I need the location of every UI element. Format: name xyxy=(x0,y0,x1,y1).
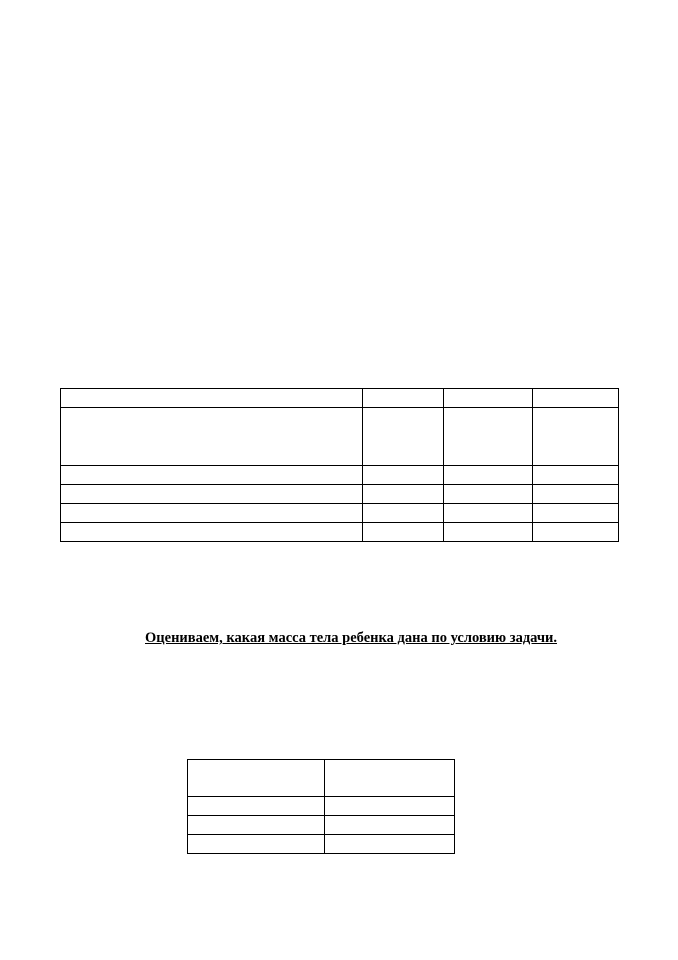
table-cell xyxy=(61,466,363,485)
table-cell xyxy=(533,466,619,485)
table-cell xyxy=(61,504,363,523)
table-cell xyxy=(61,485,363,504)
table-cell xyxy=(363,485,444,504)
data-table-2 xyxy=(187,759,455,854)
table-cell xyxy=(533,408,619,466)
table-row xyxy=(188,797,455,816)
table-row xyxy=(61,523,619,542)
table-row xyxy=(61,485,619,504)
table-cell xyxy=(363,408,444,466)
table-cell xyxy=(363,523,444,542)
table-cell xyxy=(363,389,444,408)
table-cell xyxy=(61,408,363,466)
section-heading: Оцениваем, какая масса тела ребенка дана по условию задачи. xyxy=(145,630,557,646)
table-cell xyxy=(188,835,325,854)
table-cell xyxy=(188,760,325,797)
table-row xyxy=(61,504,619,523)
table-cell xyxy=(61,523,363,542)
table-cell xyxy=(533,389,619,408)
table-cell xyxy=(363,504,444,523)
table-cell xyxy=(533,485,619,504)
table-cell xyxy=(444,408,533,466)
table-cell xyxy=(444,504,533,523)
table-row xyxy=(188,816,455,835)
table-cell xyxy=(444,523,533,542)
table-cell xyxy=(533,504,619,523)
table-cell xyxy=(363,466,444,485)
table-cell xyxy=(325,816,455,835)
table-row xyxy=(61,466,619,485)
table-cell xyxy=(444,466,533,485)
table-cell xyxy=(444,485,533,504)
table-cell xyxy=(61,389,363,408)
table-cell xyxy=(325,760,455,797)
table-cell xyxy=(533,523,619,542)
table-cell xyxy=(188,816,325,835)
table-row xyxy=(61,408,619,466)
table-row xyxy=(188,835,455,854)
data-table-1 xyxy=(60,388,619,542)
table-cell xyxy=(188,797,325,816)
table-cell xyxy=(325,835,455,854)
table-cell xyxy=(444,389,533,408)
table-row xyxy=(61,389,619,408)
table-row xyxy=(188,760,455,797)
table-cell xyxy=(325,797,455,816)
